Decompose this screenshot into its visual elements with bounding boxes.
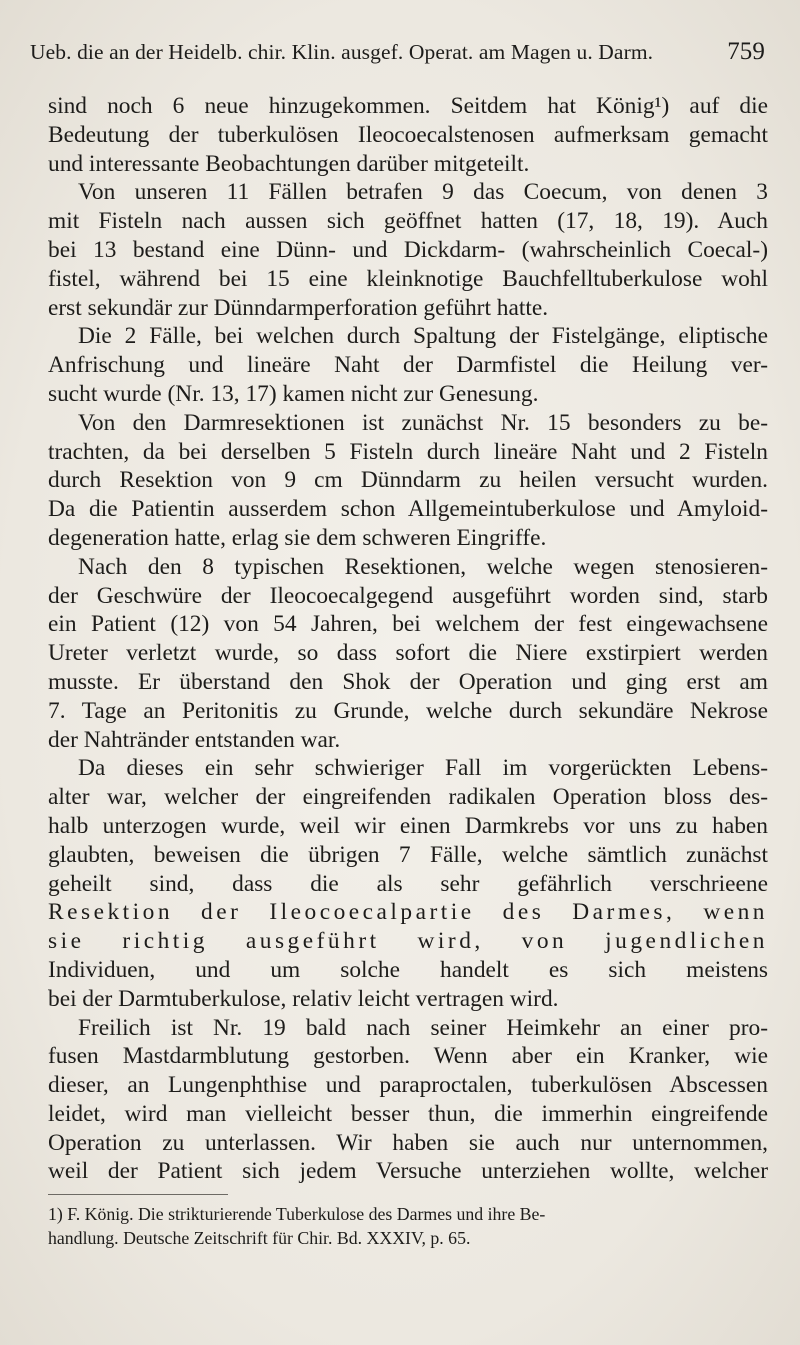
text-line: Anfrischung und lineäre Naht der Darmfistel die Heilung ver- (48, 352, 768, 379)
text-line: Die 2 Fälle, bei welchen durch Spaltung der Fistelgänge, eliptische (78, 323, 768, 350)
page-number: 759 (727, 38, 765, 65)
text-line: erst sekundär zur Dünndarmperforation geführt hatte. (48, 294, 549, 321)
text-line: sind noch 6 neue hinzugekommen. Seitdem hat König¹) auf die (48, 93, 768, 119)
text-line: Da die Patientin ausserdem schon Allgemeintuberkulose und Amyloid- (48, 496, 768, 523)
text-line-spaced: Individuen, und um solche handelt es sich meistens (48, 956, 768, 983)
text-line: degeneration hatte, erlag sie dem schweren Eingriffe. (48, 524, 547, 551)
text-line: bei 13 bestand eine Dünn- und Dickdarm- (wahrscheinlich Coecal-) (48, 236, 768, 263)
text-line: Operation zu unterlassen. Wir haben sie auch nur unternommen, (48, 1129, 768, 1156)
text-line: Von unseren 11 Fällen betrafen 9 das Coecum, von denen 3 (78, 179, 768, 206)
footnote (48, 1202, 768, 1250)
text-line: weil der Patient sich jedem Versuche unterziehen wollte, welcher (48, 1158, 768, 1185)
footnote-line: 1) F. König. Die strikturierende Tuberkulose des Darmes und ihre Be- (48, 1204, 546, 1224)
text-line: fusen Mastdarmblutung gestorben. Wenn aber ein Kranker, wie (48, 1043, 768, 1070)
text-line: Nach den 8 typischen Resektionen, welche wegen stenosieren- (78, 553, 768, 580)
text-line: der Nahtränder entstanden war. (48, 726, 341, 753)
text-line: Von den Darmresektionen ist zunächst Nr. 15 besonders zu be- (78, 409, 768, 436)
text-line: sucht wurde (Nr. 13, 17) kamen nicht zur Genesung. (48, 380, 539, 407)
text-line: bei der Darmtuberkulose, relativ leicht vertragen wird. (48, 985, 559, 1012)
text-line: musste. Er überstand den Shok der Operation und ging erst am (48, 668, 768, 695)
footnote-line: handlung. Deutsche Zeitschrift für Chir. Bd. XXXIV, p. 65. (48, 1228, 471, 1248)
text-line: durch Resektion von 9 cm Dünndarm zu heilen versucht wurden. (48, 467, 768, 494)
page-header (30, 40, 765, 70)
text-line: alter war, welcher der eingreifenden radikalen Operation bloss des- (48, 784, 768, 811)
body-text (48, 92, 768, 1186)
running-title: Ueb. die an der Heidelb. chir. Klin. ausgef. Operat. am Magen u. Darm. (30, 40, 654, 64)
text-line: Ureter verletzt wurde, so dass sofort die Niere exstirpiert werden (48, 640, 768, 667)
text-line: halb unterzogen wurde, weil wir einen Darmkrebs vor uns zu haben (48, 812, 768, 839)
footnote-divider (48, 1194, 228, 1195)
text-line: geheilt sind, dass die als sehr gefährlich verschrieene (48, 870, 768, 897)
text-line: Freilich ist Nr. 19 bald nach seiner Heimkehr an einer pro- (78, 1014, 768, 1041)
text-line: trachten, da bei derselben 5 Fisteln durch lineäre Naht und 2 Fisteln (48, 438, 768, 465)
text-line: leidet, wird man vielleicht besser thun, die immerhin eingreifende (48, 1100, 768, 1127)
text-line-spaced: sie richtig ausgeführt wird, von jugendlichen (48, 928, 768, 955)
text-line: dieser, an Lungenphthise und paraproctalen, tuberkulösen Abscessen (48, 1072, 768, 1099)
text-line: der Geschwüre der Ileocoecalgegend ausgeführt worden sind, starb (48, 582, 768, 609)
text-line-spaced: Resektion der Ileocoecalpartie des Darmes, wenn (48, 899, 768, 926)
text-line: 7. Tage an Peritonitis zu Grunde, welche durch sekundäre Nekrose (48, 697, 768, 724)
text-line: fistel, während bei 15 eine kleinknotige Bauchfelltuberkulose wohl (48, 265, 768, 292)
text-line: ein Patient (12) von 54 Jahren, bei welchem der fest eingewachsene (48, 611, 768, 638)
text-line: mit Fisteln nach aussen sich geöffnet hatten (17, 18, 19). Auch (48, 208, 768, 235)
text-line: Bedeutung der tuberkulösen Ileocoecalstenosen aufmerksam gemacht (48, 121, 768, 148)
text-line: glaubten, beweisen die übrigen 7 Fälle, welche sämtlich zunächst (48, 841, 768, 868)
text-line: Da dieses ein sehr schwieriger Fall im vorgerückten Lebens- (78, 755, 768, 782)
text-line: und interessante Beobachtungen darüber mitgeteilt. (48, 150, 530, 177)
